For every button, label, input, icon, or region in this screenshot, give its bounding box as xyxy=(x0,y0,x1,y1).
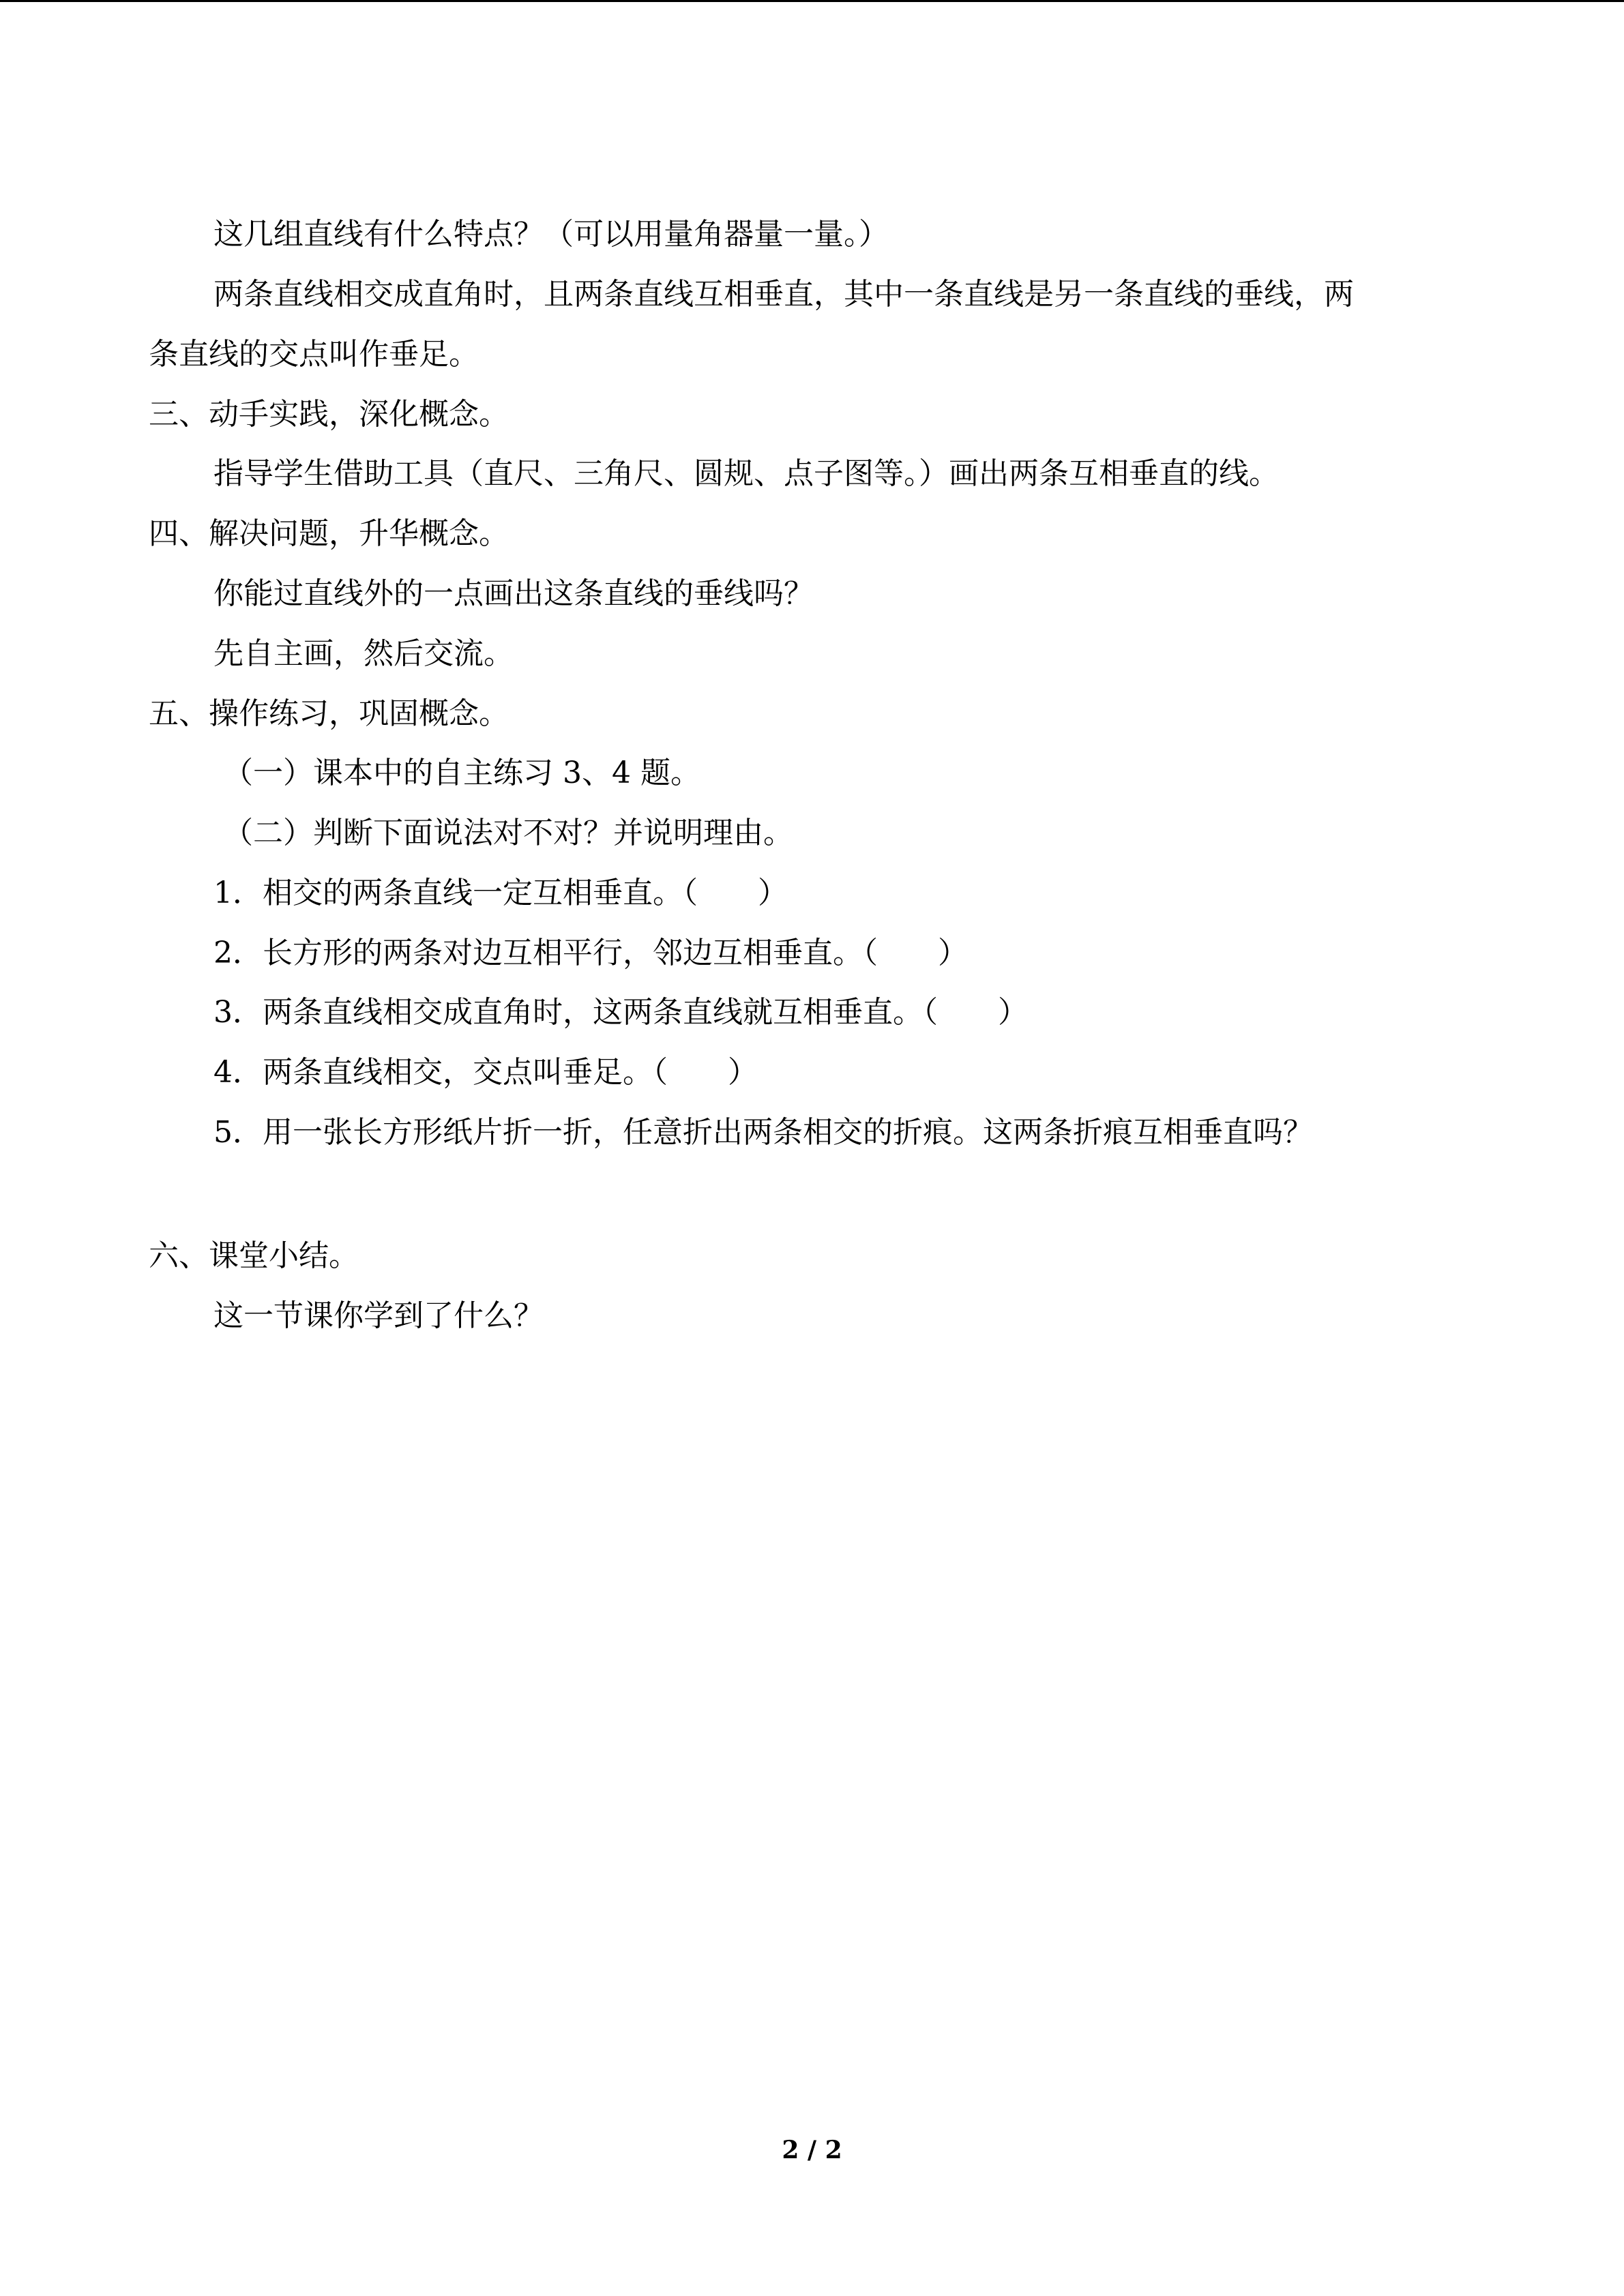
section-heading-exercise: 五、操作练习，巩固概念。 xyxy=(149,696,509,731)
text-line-tools: 指导学生借助工具（直尺、三角尺、圆规、点子图等。）画出两条互相垂直的线。 xyxy=(213,456,1279,491)
text-line-textbook-exercise: （一）课本中的自主练习 3、4 题。 xyxy=(223,756,700,790)
section-heading-summary: 六、课堂小结。 xyxy=(149,1238,359,1273)
list-item-statement-3: 3．两条直线相交成直角时，这两条直线就互相垂直。（ ） xyxy=(213,995,1028,1030)
text-line-judge-statements: （二）判断下面说法对不对？并说明理由。 xyxy=(223,816,793,850)
page-number: 2 / 2 xyxy=(782,2136,842,2164)
text-line-definition-continued: 条直线的交点叫作垂足。 xyxy=(149,337,479,372)
section-heading-problem-solving: 四、解决问题，升华概念。 xyxy=(149,516,509,551)
list-item-statement-1: 1．相交的两条直线一定互相垂直。（ ） xyxy=(213,876,788,910)
section-heading-practice: 三、动手实践，深化概念。 xyxy=(149,397,509,432)
text-line-question-features: 这几组直线有什么特点？（可以用量角器量一量。） xyxy=(213,217,889,252)
list-item-statement-5: 5．用一张长方形纸片折一折，任意折出两条相交的折痕。这两条折痕互相垂直吗？ xyxy=(213,1115,1313,1150)
text-line-draw-perpendicular: 你能过直线外的一点画出这条直线的垂线吗？ xyxy=(213,576,814,611)
text-line-self-draw: 先自主画，然后交流。 xyxy=(213,636,514,671)
text-line-definition: 两条直线相交成直角时，且两条直线互相垂直，其中一条直线是另一条直线的垂线，两 xyxy=(213,277,1354,312)
list-item-statement-2: 2．长方形的两条对边互相平行，邻边互相垂直。（ ） xyxy=(213,936,968,970)
list-item-statement-4: 4．两条直线相交，交点叫垂足。（ ） xyxy=(213,1055,758,1090)
text-line-summary-question: 这一节课你学到了什么？ xyxy=(213,1298,544,1333)
